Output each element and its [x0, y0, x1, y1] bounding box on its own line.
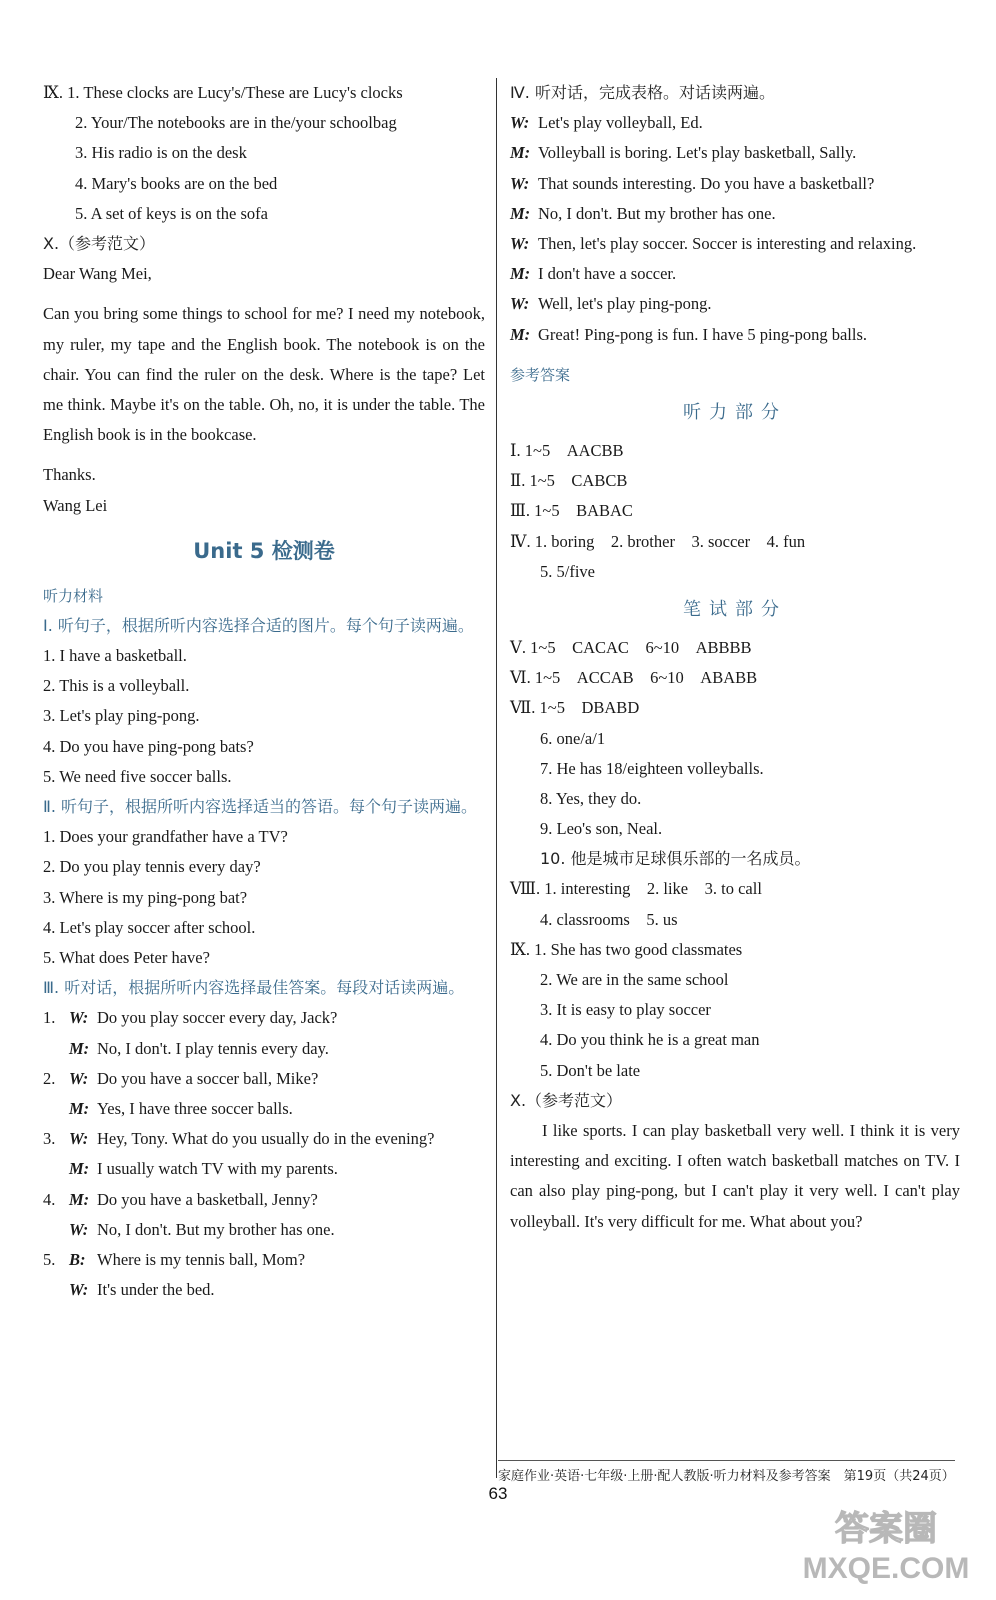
part1-line: 3. Let's play ping-pong.	[43, 706, 200, 726]
part4-dialog-line	[510, 108, 960, 138]
written-part-title: 笔试部分	[683, 598, 787, 620]
footer-caption: 家庭作业·英语·七年级·上册·配人教版·听力材料及参考答案 第19页（共24页）	[498, 1460, 955, 1484]
part3-dialog-line	[43, 1034, 485, 1064]
part3-dialog-line	[43, 1215, 485, 1245]
dialog-text: Then, let's play soccer. Soccer is interesting and relaxing.	[538, 234, 917, 253]
part2-instruction: Ⅱ. 听句子，根据所听内容选择适当的答语。每个句子读两遍。	[43, 797, 478, 817]
answer-line: 5. Don't be late	[540, 1060, 641, 1080]
dialog-text: Let's play volleyball, Ed.	[538, 113, 703, 133]
essay-body: I like sports. I can play basketball very well. I think it is very interesting and exciting. I often watch basketball matches on TV. I can also play ping-pong, but I can't play it very well. I can't play volleyball. It's very difficult for me. What about you?	[510, 1120, 960, 1231]
letter-thanks: Thanks.	[43, 465, 96, 485]
answer-line: 4. classrooms 5. us	[540, 909, 678, 929]
speaker-label: M:	[69, 1189, 90, 1209]
watermark-logo-text: 答案圈	[835, 1510, 937, 1548]
q9-line-4: 4. Mary's books are on the bed	[75, 173, 278, 193]
part3-dialog-line	[43, 1245, 485, 1275]
speaker-label: M:	[510, 324, 531, 344]
answer-line: Ⅸ. 1. She has two good classmates	[510, 939, 743, 959]
part4-dialog-line	[510, 169, 960, 199]
answer-line: 6. one/a/1	[540, 728, 606, 748]
page-number: 63	[488, 1484, 508, 1503]
part2-line: 4. Let's play soccer after school.	[43, 917, 256, 937]
letter-greeting: Dear Wang Mei,	[43, 264, 152, 284]
part1-line: 2. This is a volleyball.	[43, 676, 190, 696]
answer-line: 10. 他是城市足球俱乐部的一名成员。	[540, 849, 811, 869]
dialog-number: 2.	[43, 1068, 56, 1088]
part1-line: 4. Do you have ping-pong bats?	[43, 736, 254, 756]
part3-dialog-line	[43, 1003, 485, 1033]
dialog-text: Well, let's play ping-pong.	[538, 294, 712, 314]
part1-instruction: Ⅰ. 听句子，根据所听内容选择合适的图片。每个句子读两遍。	[43, 615, 474, 635]
dialog-text: It's under the bed.	[97, 1280, 215, 1300]
dialog-text: Great! Ping-pong is fun. I have 5 ping-pong balls.	[538, 324, 868, 344]
part3-dialog-line	[43, 1154, 485, 1184]
letter-body: Can you bring some things to school for me? I need my notebook, my ruler, my tape and the English book. The notebook is on the chair. You can find the ruler on the desk. Where is the tape? Let me think. Maybe it's on the table. Oh, no, it is under the table. The English book is in the bookcase.	[43, 304, 485, 445]
answer-line: 8. Yes, they do.	[540, 788, 642, 808]
dialog-text: Do you have a basketball, Jenny?	[97, 1189, 318, 1209]
answer-line: Ⅲ. 1~5 BABAC	[510, 501, 633, 521]
part4-dialog-line	[510, 289, 960, 319]
listening-material-heading: 听力材料	[43, 586, 104, 605]
q9-line-5: 5. A set of keys is on the sofa	[75, 203, 268, 223]
speaker-label: W:	[69, 1280, 89, 1300]
part3-dialog-line	[43, 1124, 485, 1154]
dialog-text: No, I don't. But my brother has one.	[97, 1219, 335, 1239]
part4-dialog-line	[510, 199, 960, 229]
q10-heading: Ⅹ.（参考范文）	[43, 233, 156, 253]
part4-dialog	[510, 108, 960, 350]
dialog-number: 1.	[43, 1008, 56, 1028]
speaker-label: M:	[510, 143, 531, 163]
speaker-label: B:	[69, 1249, 86, 1269]
watermark-site-text: MXQE.COM	[802, 1552, 970, 1585]
dialog-number: 3.	[43, 1129, 56, 1149]
part3-dialog-line	[43, 1185, 485, 1215]
part4-dialog-line	[510, 229, 960, 259]
part2-line: 1. Does your grandfather have a TV?	[43, 827, 288, 847]
answer-line: 9. Leo's son, Neal.	[540, 819, 663, 839]
column-divider	[496, 78, 497, 1478]
dialog-text: Do you have a soccer ball, Mike?	[97, 1068, 319, 1088]
q9-line-3: 3. His radio is on the desk	[75, 143, 247, 163]
answer-line: 7. He has 18/eighteen volleyballs.	[540, 758, 764, 778]
left-column	[43, 78, 485, 1305]
unit-title: Unit 5 检测卷	[193, 538, 335, 563]
part1-line: 5. We need five soccer balls.	[43, 766, 232, 786]
part3-dialog-line	[43, 1064, 485, 1094]
part2-line: 2. Do you play tennis every day?	[43, 857, 261, 877]
part4-dialog-line	[510, 138, 960, 168]
speaker-label: M:	[69, 1038, 90, 1058]
speaker-label: W:	[69, 1219, 89, 1239]
speaker-label: M:	[69, 1098, 90, 1118]
part4-dialog-line	[510, 320, 960, 350]
speaker-label: W:	[69, 1068, 89, 1088]
dialog-text: No, I don't. I play tennis every day.	[97, 1038, 329, 1058]
part3-dialog-line	[43, 1275, 485, 1305]
speaker-label: W:	[510, 234, 530, 253]
answer-line: 4. Do you think he is a great man	[540, 1030, 760, 1050]
part4-dialog-line	[510, 259, 960, 289]
dialog-text: Yes, I have three soccer balls.	[97, 1098, 293, 1118]
dialog-text: That sounds interesting. Do you have a basketball?	[538, 173, 875, 193]
listening-part-title: 听力部分	[683, 402, 787, 423]
part2-line: 5. What does Peter have?	[43, 947, 210, 967]
answer-line: Ⅱ. 1~5 CABCB	[510, 471, 628, 491]
part2-line: 3. Where is my ping-pong bat?	[43, 887, 248, 907]
dialog-text: Where is my tennis ball, Mom?	[97, 1249, 306, 1269]
answer-line: Ⅵ. 1~5 ACCAB 6~10 ABABB	[510, 668, 758, 688]
letter-signature: Wang Lei	[43, 495, 108, 515]
part3-dialogs	[43, 1003, 485, 1305]
answer-line: Ⅰ. 1~5 AACBB	[510, 441, 624, 460]
dialog-text: No, I don't. But my brother has one.	[538, 203, 776, 223]
speaker-label: M:	[510, 203, 531, 223]
part1-line: 1. I have a basketball.	[43, 646, 187, 666]
part4-instruction: Ⅳ. 听对话，完成表格。对话读两遍。	[510, 83, 775, 102]
answer-line: Ⅶ. 1~5 DBABD	[510, 698, 640, 718]
answer-line: Ⅳ. 1. boring 2. brother 3. soccer 4. fun	[510, 531, 806, 551]
answer-line: 3. It is easy to play soccer	[540, 1000, 711, 1020]
answer-line: 5. 5/five	[540, 561, 595, 581]
essay-heading: Ⅹ.（参考范文）	[510, 1090, 623, 1110]
dialog-text: Do you play soccer every day, Jack?	[97, 1008, 338, 1028]
dialog-text: I don't have a soccer.	[538, 264, 677, 284]
part3-instruction: Ⅲ. 听对话，根据所听内容选择最佳答案。每段对话读两遍。	[43, 978, 465, 998]
speaker-label: W:	[510, 113, 530, 133]
answer-line: 2. We are in the same school	[540, 970, 729, 989]
dialog-number: 5.	[43, 1249, 56, 1269]
answer-line: Ⅴ. 1~5 CACAC 6~10 ABBBB	[510, 637, 752, 657]
watermark-logo	[788, 1506, 984, 1586]
answer-line: Ⅷ. 1. interesting 2. like 3. to call	[510, 879, 762, 899]
answers-heading: 参考答案	[510, 365, 571, 384]
speaker-label: M:	[510, 264, 531, 284]
speaker-label: W:	[510, 173, 530, 193]
right-column	[510, 78, 960, 1237]
dialog-text: Volleyball is boring. Let's play basketball, Sally.	[538, 143, 857, 163]
dialog-text: I usually watch TV with my parents.	[97, 1159, 338, 1179]
speaker-label: W:	[69, 1008, 89, 1028]
speaker-label: W:	[69, 1129, 89, 1149]
speaker-label: M:	[69, 1159, 90, 1179]
q9-line-2: 2. Your/The notebooks are in the/your schoolbag	[75, 113, 397, 133]
dialog-text: Hey, Tony. What do you usually do in the evening?	[97, 1129, 435, 1149]
q9-line-1: Ⅸ. 1. These clocks are Lucy's/These are Lucy's clocks	[43, 83, 403, 102]
dialog-number: 4.	[43, 1189, 56, 1209]
part3-dialog-line	[43, 1094, 485, 1124]
speaker-label: W:	[510, 294, 530, 314]
